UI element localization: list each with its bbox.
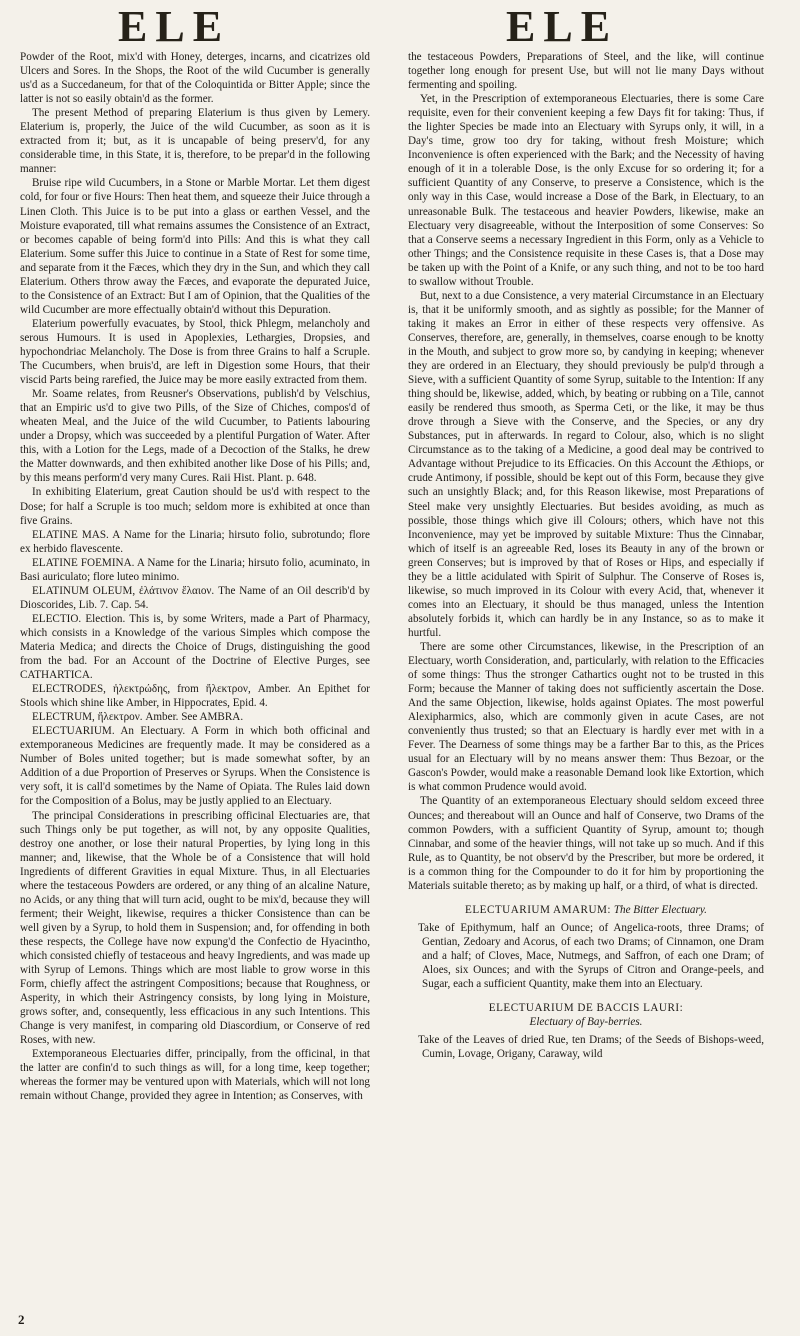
paragraph: ELATINE FOEMINA. A Name for the Linaria; hirsuto folio, acuminato, in Basi auriculato; flore luteo minimo. (20, 556, 370, 583)
paragraph: ELECTRUM, ἤλεκτρον. Amber. See AMBRA. (32, 711, 244, 724)
paragraph: But, next to a due Consistence, a very material Circumstance in an Electuary is, that it be uniformly smooth, and as sightly as possible; for the Manner of taking it makes an Error in either of these respects very offensive. As Conserves, therefore, are, generally, in themselves, coarse enough to be knotty in the Mouth, and subject to grow more so, by candying in keeping; whenever they are ordered in an Electuary, they should previously be pulp'd through a Sieve, with a sufficient Quantity of some Syrup, suitable to the Intention: If any thing should be, likewise, added, which, by beating or rubbing on a Tile, cannot easily be rendered thus smooth, as Sperma Ceti, or the like, it may be thus drove through a Sieve with the Conserve, and the Species, or any dry Substances, put in afterwards. In regard to Colour, also, which is no slight Circumstance as to the taking of a Medicine, a good deal may be contrived to Advantage without Prejudice to its Efficacies. On this Account the Æthiops, or crude Antimony, if possible, should be kept out of this Form, because they give such an unsightly Black; and, for this Reason likewise, most Preparations of Steel make very unsightly Electuaries. But besides avoiding, as much as possible, those things which give ill Colours; others, which have not this Inconvenience, may yet be improved by suitable Mixture: Thus the Cinnabar, which of itself is an agreeable Red, loses its Beauty in any of the brown or green Conserves; but is improved by that of Roses or Hips, and especially if they be a little acidulated with Spirit of Sulphur. The Conserve of Roses is, likewise, so much improved in its Colour with every Acid, that, whenever it comes into an Electuary, it should be thus managed, unless the Intention absolutely forbids it, which can hardly be in any Instance, so as to make it hurtful. (408, 289, 764, 639)
paragraph: ELATINUM OLEUM, ἐλάτινον ἔλαιον. The Name of an Oil describ'd by Dioscorides, Lib. 7. Cap. 54. (20, 584, 370, 611)
paragraph: Powder of the Root, mix'd with Honey, deterges, incarns, and cicatrizes old Ulcers and Sores. In the Shops, the Root of the wild Cucumber is generally us'd as a Succedaneum, for that of the Coloquintida or Bitter Apple; since the latter is not so easily obtain'd as the former. (20, 51, 370, 106)
paragraph: The Quantity of an extemporaneous Electuary should seldom exceed three Ounces; and thereabout will an Ounce and half of Conserve, two Drams of the common Powders, with a sufficient Quantity of Syrup, amount to; though Cinnabar, and some of the heavier things, will not take up so much. And if this Rule, as to Quantity, be not observ'd by the Prescriber, but more be ordered, it is a common thing for the Compounder to do it for him by proportioning the Materials suitable thereto; as by making up half, or a third, of what is directed. (408, 795, 764, 892)
recipe-heading (408, 1001, 764, 1029)
recipe-text: Take of Epithymum, half an Ounce; of Angelica-roots, three Drams; of Gentian, Zedoary and Acorus, of each two Drams; of Cinnamon, one Dram and a half; of Cloves, Mace, Nutmegs, and Saffron, of each one Dram; of Aloes, six Ounces; and with the Syrups of Citron and Orange-peels, and Sugar, each a sufficient Quantity, make them into an Electuary. (418, 921, 764, 991)
recipe-subtitle: Electuary of Bay-berries. (529, 1016, 643, 1029)
paragraph: Yet, in the Prescription of extemporaneous Electuaries, there is some Care requisite, even for their convenient keeping a few Days fit for taking: Thus, if the lighter Species be made into an Electuary with Syrups only, it will, in a Day's time, grow too dry for taking, without fresh Moisture; which Inconvenience is often experienced with the Bark; and the Necessity of having enough of it in a tolerable Dose, is the only Excuse for so ordering it; for a sufficient Quantity of any Conserve, to preserve a Consistence, which is the only way in this Case, would increase a Dose of the Bark, in Electuary, to an unreasonable Bulk. The testaceous and heavier Powders, likewise, make an Electuary very disagreeable, without the Interposition of some Conserves: So that a Conserve seems a necessary Ingredient in this Form, only as a Vehicle to other Things; and the Consistence requisite in these Cases is, that a Dose may be taken up with the Point of a Knife, or any such thing, and not to be too hard to swallow without Trouble. (408, 93, 764, 288)
recipe-heading (408, 903, 764, 917)
paragraph: There are some other Circumstances, likewise, in the Prescription of an Electuary, worth Consideration, and, particularly, with relation to the Efficacies of some things: Thus the stronger Cathartics ought not to be trusted in this Form; because the Manner of taking does not sufficiently ascertain the Dose. And the same Objection, likewise, holds against Opiates. The most powerful Alexipharmics, also, which are commonly given in acute Cases, are not conveniently thus trusted; so that an Electuary is hardly ever met with in a Fever. The Dearness of some things may be a farther Bar to this, as the Prices usual for an Electuary will by no means answer them: Thus Bezoar, or the Gascon's Powder, would make a reasonable Demand look like Extortion, which is what common Prudence would avoid. (408, 640, 764, 794)
recipe-title: ELECTUARIUM DE BACCIS LAURI: (488, 1002, 684, 1015)
paragraph: Mr. Soame relates, from Reusner's Observations, publish'd by Velschius, that an Empiric us'd to give two Pills, of the Size of Chiches, compos'd of wheaten Meal, and the Juice of the wild Cucumber, to Patients labouring under a Dropsy, which was succeeded by a plentiful Purgation of Water. After this, with a Lotion for the Legs, made of a Decoction of the Stalks, he drew the Matter downwards, and then exhibited another like Dose of his Pills; and, by this means perform'd very many Cures. Raii Hist. Plant. p. 648. (20, 388, 370, 485)
paragraph: ELECTIO. Election. This is, by some Writers, made a Part of Pharmacy, which consists in a Knowledge of the various Simples which compose the Materia Medica; and directs the Choice of Drugs, distinguishing the good from the bad. For an Account of the Doctrine of Elective Purges, see CATHARTICA. (20, 612, 370, 682)
paragraph: Bruise ripe wild Cucumbers, in a Stone or Marble Mortar. Let them digest cold, for four or five Hours: Then heat them, and squeeze their Juice through a Linen Cloth. This Juice is to be put into a glass or earthen Vessel, and the Moisture evaporated, till what remains assumes the Consistence of an Extract, or becomes capable of being form'd into Pills: And this is what they call Elaterium. Some suffer this Juice to continue in a State of Rest for some time, and separate from it the Fæces, which they dry in the Sun, and which they call Elaterium. Others throw away the Fæces, and evaporate the depurated Juice, to the Consistence of an Extract: But I am of Opinion, that the Qualities of the wild Cucumber are more effectually obtain'd without this Depuration. (20, 177, 370, 316)
recipe-title: ELECTUARIUM AMARUM: (465, 903, 612, 916)
paragraph: The present Method of preparing Elaterium is thus given by Lemery. Elaterium is, properly, the Juice of the wild Cucumber, as soon as it is extracted from it; but, as it is uncapable of being preserv'd, for any considerable time, in this State, it is, therefore, to be prepar'd in the following manner: (20, 107, 370, 176)
paragraph: The principal Considerations in prescribing officinal Electuaries are, that such Things only be put together, as will not, by any opposite Qualities, destroy one another, or lose their natural Properties, by lying long in this manner; and, likewise, that the Whole be of a Consistence that will hold Ingredients of different Gravities in equal Mixture. Thus, in all Electuaries where the testaceous Powders are ordered, or any thing of an alcaline Nature, no Acids, or any thing that will turn acid, ought to be mix'd, because they will ferment; their Weight, likewise, requires a thicker Consistence than can be well given by a Syrup, to hold them in Suspension; and, for offending in both these respects, the College have now expung'd the Confectio de Hyacintho, which consisted chiefly of testaceous and heavy Ingredients, and was made up with Syrup of Lemons. Things which are most liable to grow worse in this Form, chiefly affect the astringent Compositions; because that Roughness, or Asperity, in which their Astringency consists, by long lying in Moisture, grows softer, and, consequently, less efficacious in any such Intentions. This Change is very manifest, in comparing old Diascordium, or Conserve of red Roses, with new. (20, 809, 370, 1047)
paragraph: Extemporaneous Electuaries differ, principally, from the officinal, in that the latter are confin'd to such things as will, for a long time, keep together; whereas the former may be ventured upon with Materials, which will not long remain without Change, provided they agree in Intention; as Conserves, with (20, 1048, 370, 1103)
paragraph: the testaceous Powders, Preparations of Steel, and the like, will continue together long enough for present Use, but will not lie many Days without fermenting and spoiling. (408, 51, 764, 92)
recipe-subtitle: The Bitter Electuary. (613, 903, 707, 916)
paragraph: ELECTRODES, ἠλεκτρώδης, from ἤλεκτρον, Amber. An Epithet for Stools which shine like Amber, in Hippocrates, Epid. 4. (20, 683, 370, 710)
paragraph: Elaterium powerfully evacuates, by Stool, thick Phlegm, melancholy and serous Humours. It is used in Apoplexies, Lethargies, Dropsies, and hypochondriac Melancholy. The Dose is from three Grains to half a Scruple. The Cucumbers, when bruis'd, are left in Digestion some Hours, that their viscid Parts being rarefied, the Juice may be more easily extracted from them. (20, 317, 370, 387)
column-gutter (388, 50, 389, 1312)
right-column (408, 50, 764, 1312)
paragraph: ELECTUARIUM. An Electuary. A Form in which both officinal and extemporaneous Medicines are frequently made. It may be considered as a Number of Boles united together; but is made somewhat softer, by an Addition of a due Proportion of Preserves or Syrups. When the Consistence is very soft, it is call'd sometimes by the Name of Opiata. The Rules laid down for the Composition of a Bolus, may be justly applied to an Electuary. (20, 725, 370, 808)
header-right: ELE (506, 2, 619, 51)
paragraph: ELATINE MAS. A Name for the Linaria; hirsuto folio, subrotundo; flore ex herbido flavescente. (20, 528, 370, 555)
paragraph: In exhibiting Elaterium, great Caution should be us'd with respect to the Dose; for half a Scruple is too much; seldom more is exhibited at once than five Grains. (20, 486, 370, 527)
page-number: 2 (18, 1312, 25, 1327)
running-header (0, 4, 800, 50)
left-column (20, 50, 370, 1312)
recipe-text: Take of the Leaves of dried Rue, ten Drams; of the Seeds of Bishops-weed, Cumin, Lovage, Origany, Caraway, wild (418, 1034, 764, 1061)
header-left: ELE (118, 2, 231, 51)
